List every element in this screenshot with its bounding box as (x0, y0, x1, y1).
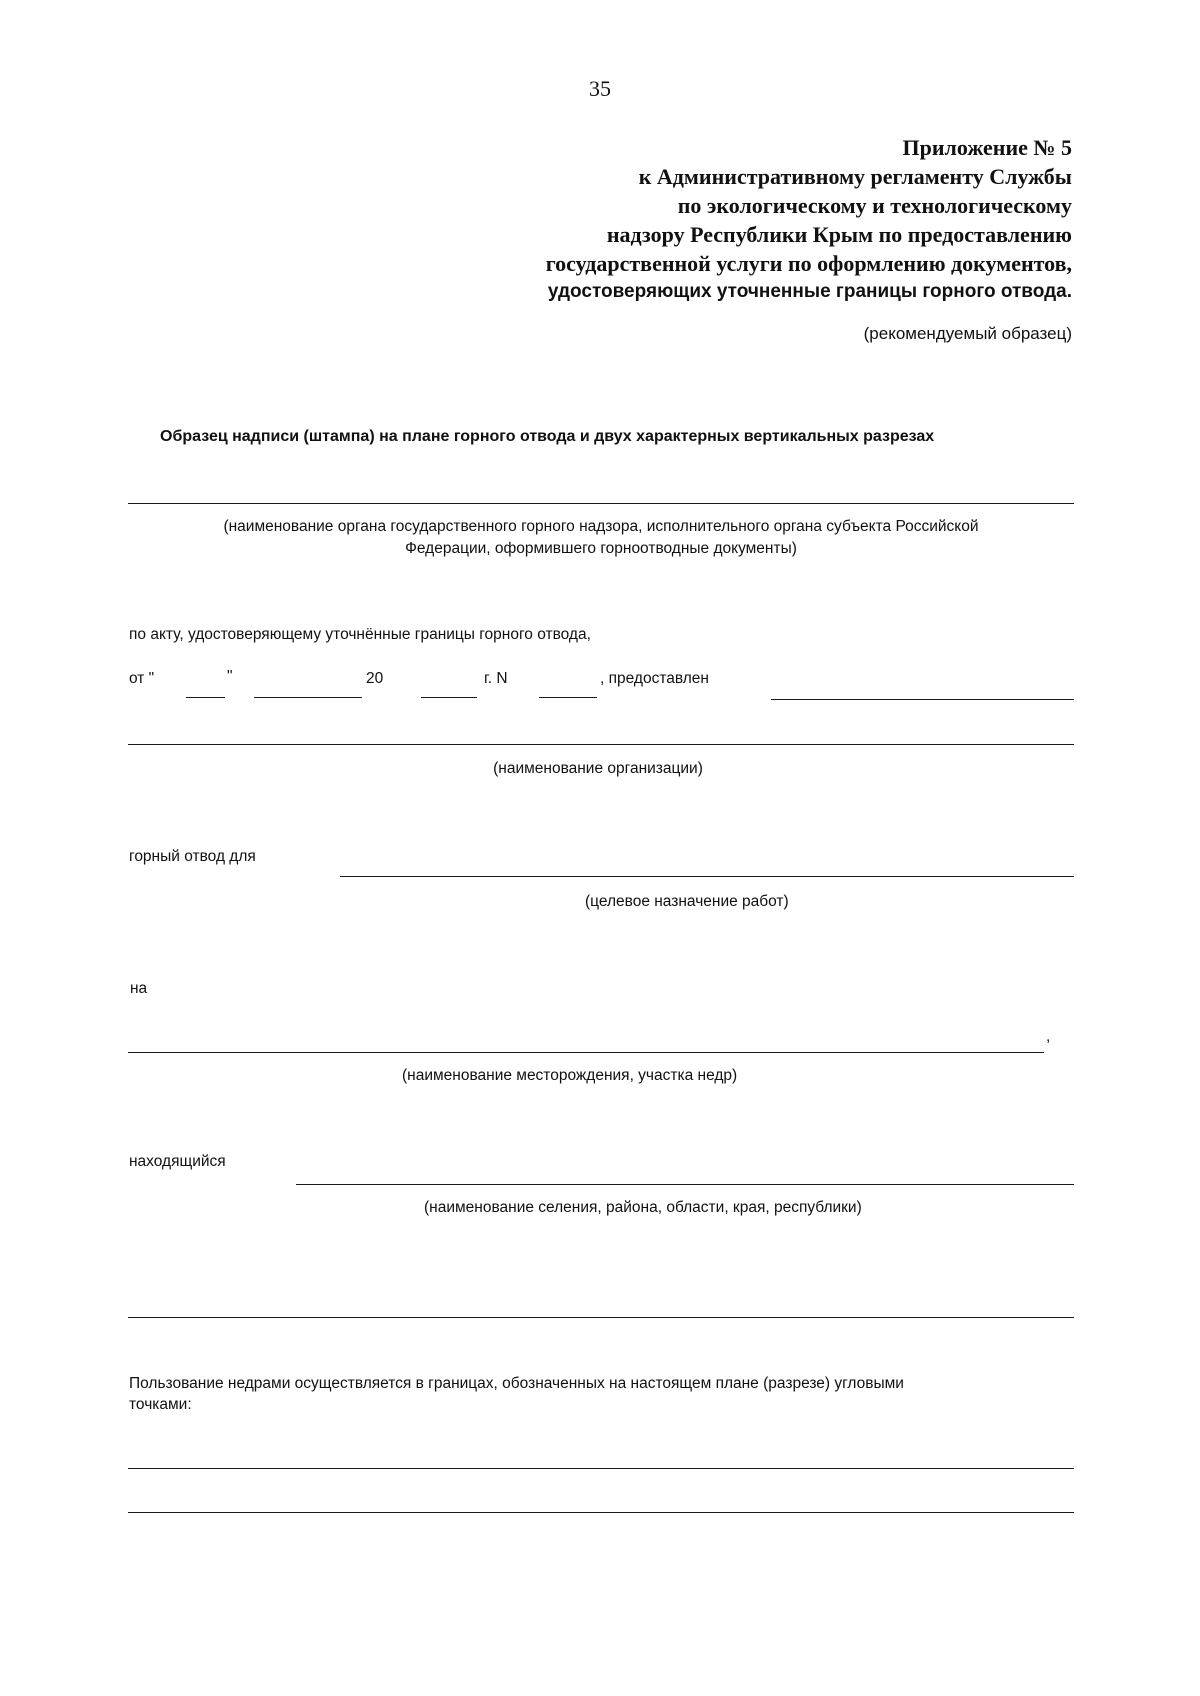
appendix-line: надзору Республики Крым по предоставлению (606, 222, 1072, 247)
appendix-title: Приложение № 5 (902, 135, 1072, 160)
day-field-line[interactable] (186, 697, 225, 698)
authority-field-line[interactable] (128, 503, 1074, 504)
purpose-caption: (целевое назначение работ) (585, 893, 789, 910)
corner-points-field-line[interactable] (128, 1512, 1074, 1513)
document-title: Образец надписи (штампа) на плане горного отвода и двух характерных вертикальных разрезах (160, 428, 935, 445)
organization-caption: (наименование организации) (493, 760, 703, 777)
date-quote-close: " (227, 668, 233, 685)
page-number: 35 (589, 76, 611, 101)
number-label: г. N (484, 670, 508, 687)
date-from-label: от " (129, 670, 155, 687)
located-label: находящийся (129, 1153, 226, 1170)
year-field-line[interactable] (421, 697, 477, 698)
purpose-field-line[interactable] (340, 876, 1074, 877)
organization-field-line[interactable] (128, 744, 1074, 745)
month-field-line[interactable] (254, 697, 362, 698)
authority-caption: Федерации, оформившего горноотводные документы) (405, 540, 797, 557)
provided-to-field-line[interactable] (771, 699, 1074, 700)
on-label: на (130, 980, 148, 997)
appendix-line: к Административному регламенту Службы (638, 164, 1072, 189)
allotment-label: горный отвод для (129, 848, 256, 865)
authority-caption: (наименование органа государственного горного надзора, исполнительного органа субъекта Российской (223, 518, 979, 535)
location-field-line[interactable] (296, 1184, 1074, 1185)
location-continuation-line[interactable] (128, 1317, 1074, 1318)
provided-label: , предоставлен (600, 670, 709, 687)
location-caption: (наименование селения, района, области, края, республики) (424, 1199, 862, 1216)
appendix-line: по экологическому и технологическому (677, 193, 1072, 218)
recommended-sample-label: (рекомендуемый образец) (863, 324, 1072, 343)
appendix-line: удостоверяющих уточненные границы горного отвода. (547, 281, 1072, 302)
deposit-caption: (наименование месторождения, участка недр) (402, 1067, 738, 1084)
comma-mark: , (1046, 1028, 1051, 1045)
number-field-line[interactable] (539, 697, 597, 698)
deposit-field-line[interactable] (128, 1052, 1044, 1053)
appendix-line: государственной услуги по оформлению документов, (545, 251, 1072, 276)
corner-points-field-line[interactable] (128, 1468, 1074, 1469)
usage-text: Пользование недрами осуществляется в границах, обозначенных на настоящем плане (разрезе) угловыми (129, 1375, 904, 1392)
act-text: по акту, удостоверяющему уточнённые границы горного отвода, (129, 626, 591, 643)
usage-text-continued: точками: (129, 1396, 192, 1413)
year-prefix: 20 (366, 670, 384, 687)
